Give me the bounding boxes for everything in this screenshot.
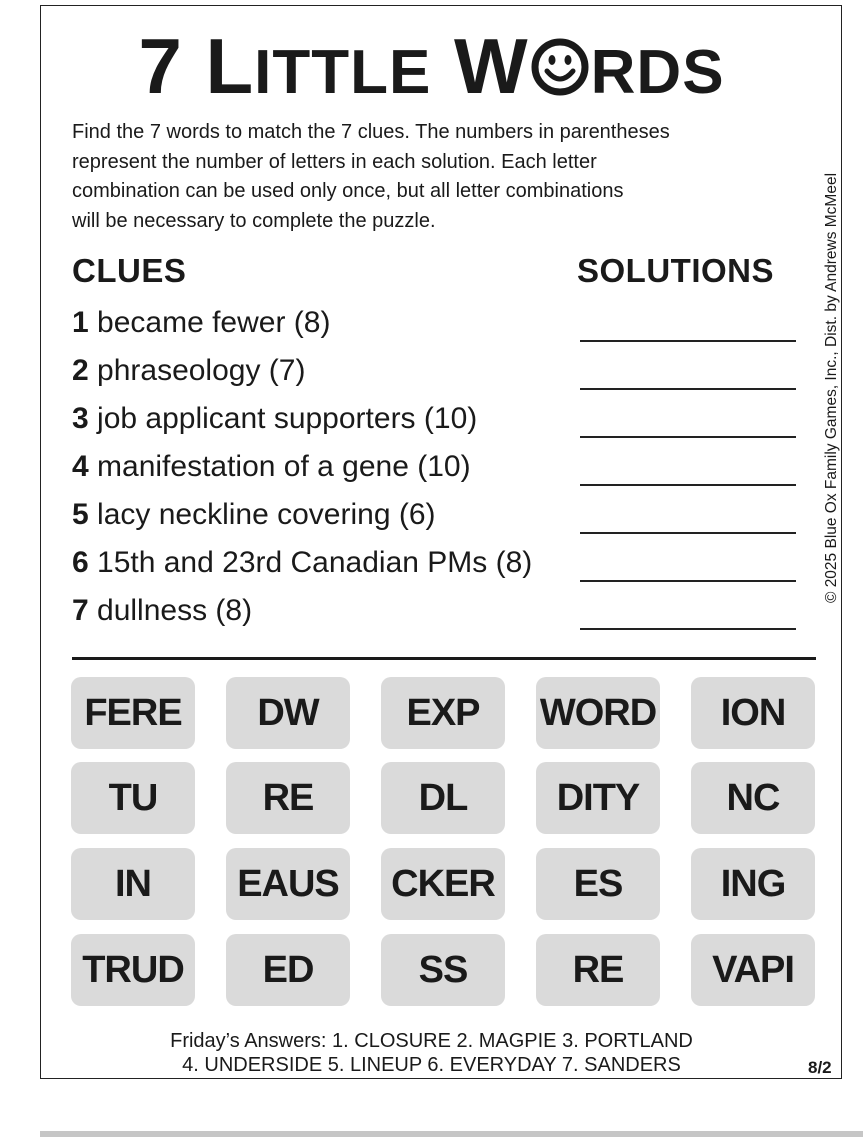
letter-tile[interactable]: TU — [71, 762, 195, 834]
instructions: Find the 7 words to match the 7 clues. The numbers in parentheses represent the number of letters in each solution. Each letter combination can be used only once, but all letter combinations will be necessary to complete the puzzle. — [72, 121, 670, 232]
previous-answers: Friday’s Answers: 1. CLOSURE 2. MAGPIE 3. PORTLAND 4. UNDERSIDE 5. LINEUP 6. EVERYDAY 7. SANDERS — [170, 1030, 693, 1076]
solution-line-4[interactable] — [580, 484, 796, 486]
solution-line-5[interactable] — [580, 532, 796, 534]
clue-6: 6 15th and 23rd Canadian PMs (8) — [72, 546, 533, 579]
puzzle-title: 7 LITTLE W RDS — [138, 22, 725, 110]
letter-tile[interactable]: NC — [691, 762, 815, 834]
letter-tile[interactable]: DW — [226, 677, 350, 749]
clue-3: 3 job applicant supporters (10) — [72, 402, 478, 435]
bottom-bar — [40, 1131, 863, 1137]
letter-tile[interactable]: WORD — [536, 677, 660, 749]
letter-tile[interactable]: DITY — [536, 762, 660, 834]
solution-line-7[interactable] — [580, 628, 796, 630]
letter-tile[interactable]: ION — [691, 677, 815, 749]
solution-line-1[interactable] — [580, 340, 796, 342]
divider — [72, 657, 816, 660]
clue-7: 7 dullness (8) — [72, 594, 253, 627]
solution-line-3[interactable] — [580, 436, 796, 438]
letter-tile[interactable]: ED — [226, 934, 350, 1006]
solution-line-2[interactable] — [580, 388, 796, 390]
clue-4: 4 manifestation of a gene (10) — [72, 450, 471, 483]
letter-tile[interactable]: ES — [536, 848, 660, 920]
letter-tile[interactable]: RE — [226, 762, 350, 834]
smiley-icon — [530, 37, 590, 97]
letter-tile[interactable]: DL — [381, 762, 505, 834]
letter-tile[interactable]: EAUS — [226, 848, 350, 920]
letter-tile[interactable]: TRUD — [71, 934, 195, 1006]
letter-tile[interactable]: ING — [691, 848, 815, 920]
letter-tile[interactable]: FERE — [71, 677, 195, 749]
letter-tile[interactable]: EXP — [381, 677, 505, 749]
letter-tile[interactable]: IN — [71, 848, 195, 920]
copyright-credit: © 2025 Blue Ox Family Games, Inc., Dist. by Andrews McMeel — [823, 172, 840, 604]
clue-5: 5 lacy neckline covering (6) — [72, 498, 436, 531]
letter-tile[interactable]: RE — [536, 934, 660, 1006]
puzzle-date: 8/2 — [808, 1058, 832, 1077]
letter-tile[interactable]: SS — [381, 934, 505, 1006]
solutions-heading: SOLUTIONS — [577, 252, 775, 289]
solution-line-6[interactable] — [580, 580, 796, 582]
letter-tile[interactable]: VAPI — [691, 934, 815, 1006]
letter-tile[interactable]: CKER — [381, 848, 505, 920]
clue-1: 1 became fewer (8) — [72, 306, 331, 339]
clues-heading: CLUES — [72, 252, 187, 289]
clue-2: 2 phraseology (7) — [72, 354, 306, 387]
